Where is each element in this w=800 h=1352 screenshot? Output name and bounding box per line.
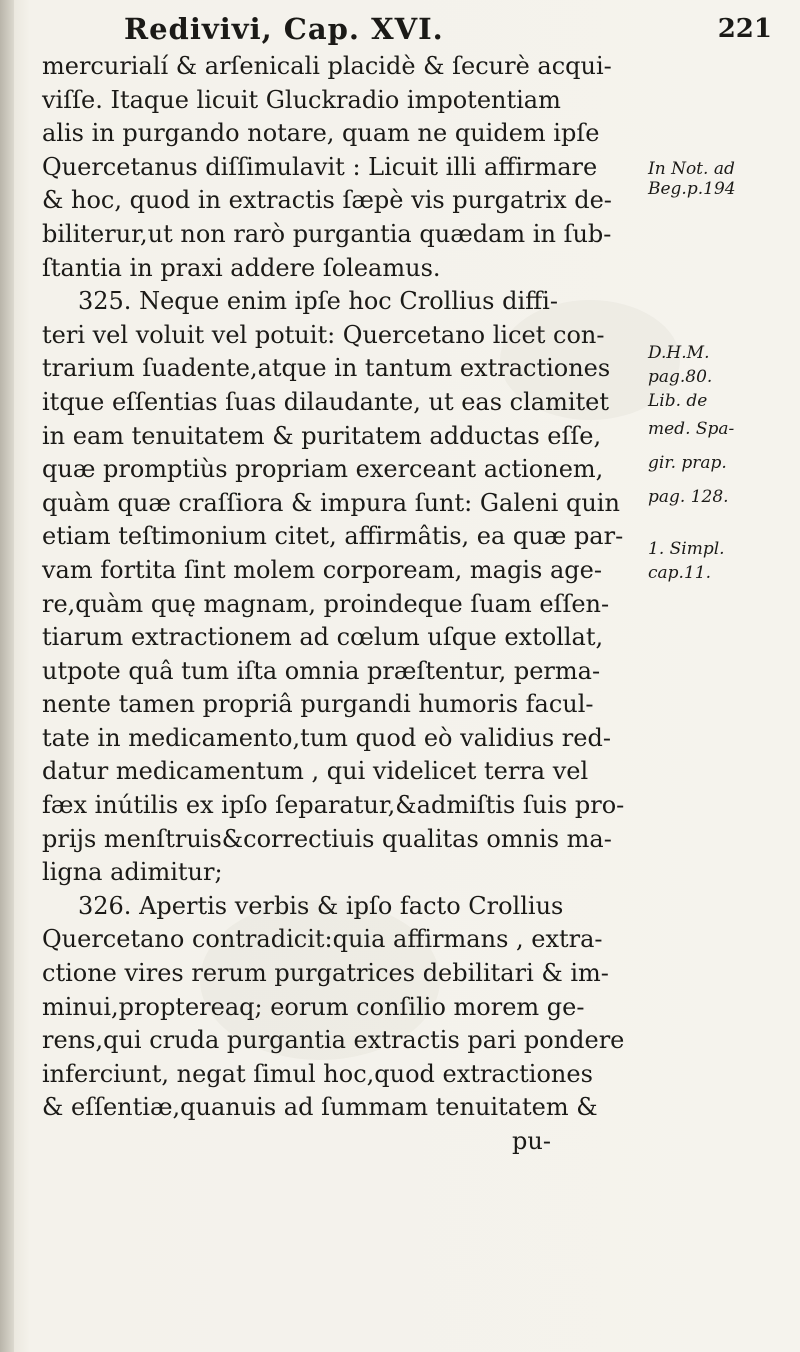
text-line: etiam teſtimonium citet, affirmâtis, ea quæ par- — [42, 522, 624, 551]
text-line: inferciunt, negat ſimul hoc,quod extractiones — [42, 1059, 593, 1088]
marginal-note: In Not. ad — [648, 159, 735, 179]
page-gutter — [0, 0, 14, 1352]
text-line: alis in purgando notare, quam ne quidem ipſe — [42, 119, 600, 148]
text-line: datur medicamentum , qui videlicet terra vel — [42, 757, 589, 786]
text-line: Quercetano contradicit:quia affirmans , extra- — [42, 925, 603, 954]
text-line: re,quàm quę magnam, proindeque ſuam eſſen- — [42, 589, 610, 618]
text-line: ſtantia in praxi addere ſoleamus. — [42, 253, 441, 282]
text-line: utpote quâ tum iſta omnia præſtentur, perma- — [42, 656, 601, 685]
page-number: 221 — [717, 14, 772, 44]
text-line: & hoc, quod in extractis ſæpè vis purgatrix de- — [42, 186, 612, 215]
marginal-note: gir. prap. — [648, 453, 727, 473]
running-head: Redivivi, Cap. XVI. — [124, 12, 444, 46]
text-line: minui,proptereaq; eorum conſilio morem ge- — [42, 992, 585, 1021]
text-line: ligna adimitur; — [42, 858, 223, 887]
marginal-note: cap.11. — [648, 563, 711, 583]
text-line: quæ promptiùs propriam exerceant actionem, — [42, 455, 604, 484]
marginal-note: D.H.M. — [648, 343, 710, 363]
text-line: tate in medicamento,tum quod eò validius red- — [42, 723, 611, 752]
text-line: tiarum extractionem ad cœlum uſque extollat, — [42, 623, 604, 652]
paragraph-325-start: 325. Neque enim ipſe hoc Crollius diffi- — [78, 287, 558, 316]
text-line: viſſe. Itaque licuit Gluckradio impotentiam — [42, 85, 561, 114]
text-line: Quercetanus diſſimulavit : Licuit illi affirmare — [42, 152, 598, 181]
text-line: mercurialí & arſenicali placidè & ſecurè acqui- — [42, 52, 612, 80]
text-line: fæx inútilis ex ipſo ſeparatur,&admiſtis ſuis pro- — [42, 791, 625, 820]
text-line: in eam tenuitatem & puritatem adductas eſſe, — [42, 421, 602, 450]
text-line: quàm quæ craſſiora & impura ſunt: Galeni quin — [42, 488, 620, 517]
marginal-note: Lib. de — [648, 391, 708, 411]
text-line: ctione vires rerum purgatrices debilitari & im- — [42, 959, 609, 988]
text-line: biliterur,ut non rarò purgantia quædam in ſub- — [42, 219, 612, 248]
text-line: vam fortita ſint molem corpoream, magis age- — [42, 555, 602, 584]
marginal-note: Beg.p.194 — [648, 179, 736, 199]
text-line: teri vel voluit vel potuit: Quercetano licet con- — [42, 320, 605, 349]
text-line: rens,qui cruda purgantia extractis pari pondere — [42, 1026, 625, 1055]
text-line: prijs menſtruis&correctiuis qualitas omnis ma- — [42, 824, 612, 853]
catchword: pu- — [512, 1127, 551, 1155]
marginal-note: pag. 128. — [648, 487, 729, 507]
marginal-note: med. Spa- — [648, 419, 735, 439]
page-header — [88, 12, 788, 48]
text-line: trarium ſuadente,atque in tantum extractiones — [42, 354, 611, 383]
text-line: itque eſſentias ſuas dilaudante, ut eas clamitet — [42, 387, 610, 416]
marginal-note: pag.80. — [648, 367, 713, 387]
text-line: & eſſentiæ,quanuis ad ſummam tenuitatem & — [42, 1093, 598, 1122]
text-line: nente tamen propriâ purgandi humoris facul- — [42, 690, 594, 719]
paragraph-326-start: 326. Apertis verbis & ipſo facto Crollius — [78, 891, 564, 920]
marginal-note: 1. Simpl. — [648, 539, 725, 559]
main-text-column — [42, 50, 625, 1159]
